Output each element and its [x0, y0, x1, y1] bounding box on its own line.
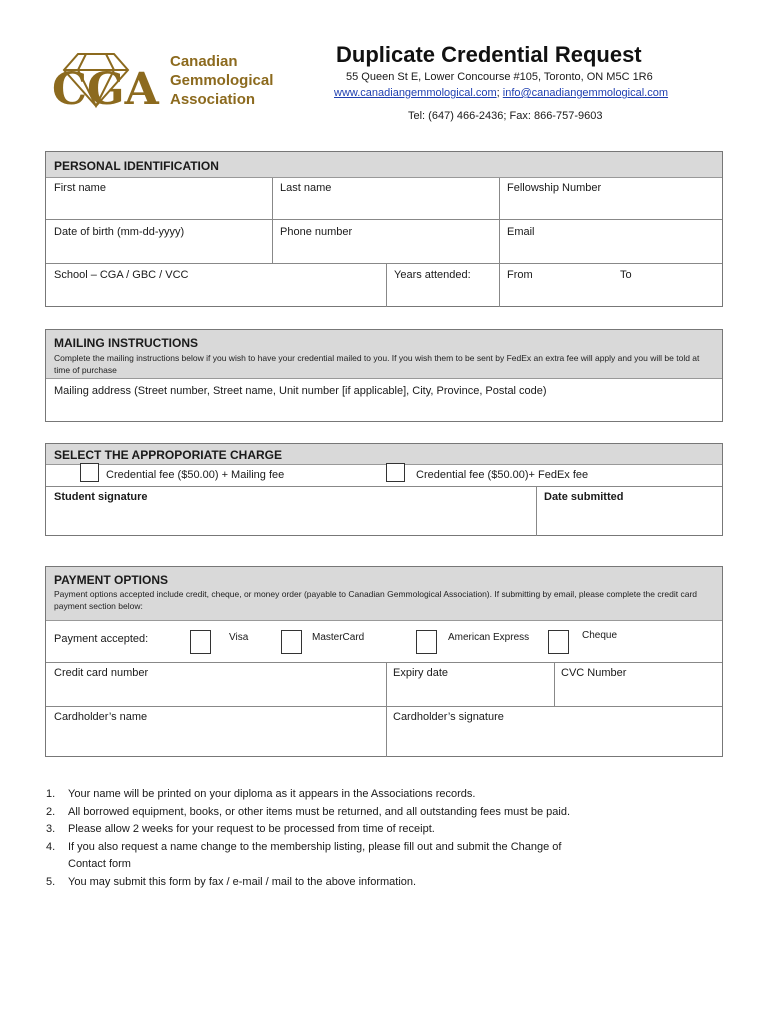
- mastercard-checkbox[interactable]: [281, 630, 302, 654]
- visa-label: Visa: [229, 632, 249, 643]
- page-title: Duplicate Credential Request: [336, 42, 642, 67]
- date-submitted-field[interactable]: Date submitted: [544, 491, 624, 503]
- logo-wordmark: [170, 52, 273, 109]
- mailing-instructions-section: [45, 329, 723, 422]
- link-separator: ;: [496, 87, 500, 99]
- contact-links: [334, 87, 668, 99]
- mailing-note: Complete the mailing instructions below if you wish to have your credential mailed to you. If you wish them to be sent by FedEx an extra fee will apply and you will be told at time of purchase: [54, 353, 700, 375]
- note-text: Please allow 2 weeks for your request to be processed from time of receipt.: [68, 823, 435, 835]
- from-field[interactable]: From: [507, 269, 533, 281]
- cheque-checkbox[interactable]: [548, 630, 569, 654]
- mastercard-label: MasterCard: [312, 632, 365, 643]
- cvc-number-field[interactable]: CVC Number: [561, 667, 627, 679]
- phone-fax: Tel: (647) 466-2436; Fax: 866-757-9603: [408, 110, 603, 122]
- mailing-fee-checkbox[interactable]: [80, 463, 99, 482]
- section-title: PAYMENT OPTIONS: [54, 573, 169, 587]
- cardholder-name-field[interactable]: Cardholder’s name: [54, 711, 148, 723]
- payment-options-section: [45, 566, 723, 757]
- note-text: You may submit this form by fax / e-mail / mail to the above information.: [68, 875, 417, 888]
- section-title: SELECT THE APPROPORIATE CHARGE: [54, 448, 283, 462]
- personal-identification-section: [45, 151, 723, 307]
- date-of-birth-field[interactable]: Date of birth (mm-dd-yyyy): [54, 226, 185, 238]
- list-item: [46, 821, 588, 839]
- list-item: [46, 839, 588, 874]
- payment-accepted-label: Payment accepted:: [54, 633, 149, 645]
- website-link[interactable]: www.canadiangemmological.com: [334, 87, 497, 99]
- section-title: PERSONAL IDENTIFICATION: [54, 159, 219, 173]
- list-number: 1.: [46, 788, 56, 800]
- mailing-address-field[interactable]: Mailing address (Street number, Street name, Unit number [if applicable], City, Province, Postal code): [54, 385, 547, 397]
- note-text: If you also request a name change to the membership listing, please fill out and submit the Change of Contact form: [68, 840, 562, 870]
- fedex-fee-checkbox[interactable]: [386, 463, 405, 482]
- to-field[interactable]: To: [620, 269, 632, 281]
- notes-list: [46, 786, 588, 891]
- section-title: MAILING INSTRUCTIONS: [54, 336, 198, 350]
- cardholder-signature-field[interactable]: Cardholder’s signature: [393, 711, 504, 723]
- gem-logo-icon: [48, 46, 173, 116]
- mailing-fee-label: Credential fee ($50.00) + Mailing fee: [106, 469, 285, 481]
- list-number: 5.: [46, 875, 56, 888]
- phone-number-field[interactable]: Phone number: [280, 226, 353, 238]
- amex-label: American Express: [448, 632, 530, 643]
- fellowship-number-field[interactable]: Fellowship Number: [507, 182, 602, 194]
- logo-line-2: Gemmological: [170, 72, 274, 89]
- address: 55 Queen St E, Lower Concourse #105, Toronto, ON M5C 1R6: [346, 71, 653, 83]
- logo-line-3: Association: [170, 91, 256, 108]
- email-field[interactable]: Email: [507, 226, 535, 238]
- list-number: 2.: [46, 805, 56, 818]
- list-number: 4.: [46, 840, 56, 853]
- list-item: [46, 804, 588, 822]
- note-text: Your name will be printed on your diploma as it appears in the Associations records.: [68, 788, 476, 800]
- charge-section: [45, 443, 723, 536]
- logo-initials: CGA: [52, 64, 159, 115]
- years-attended-label: Years attended:: [394, 269, 471, 281]
- list-item: [46, 786, 588, 804]
- fedex-fee-label: Credential fee ($50.00)+ FedEx fee: [416, 469, 589, 481]
- list-number: 3.: [46, 823, 56, 835]
- payment-note: Payment options accepted include credit, cheque, or money order (payable to Canadian Gemmological Association). If submitting by email, please complete the credit card payment section below:: [54, 589, 698, 611]
- cheque-label: Cheque: [582, 630, 618, 641]
- credit-card-number-field[interactable]: Credit card number: [54, 667, 149, 679]
- note-text: All borrowed equipment, books, or other items must be returned, and all outstanding fees must be paid.: [68, 805, 571, 818]
- visa-checkbox[interactable]: [190, 630, 211, 654]
- email-link[interactable]: info@canadiangemmological.com: [502, 87, 669, 99]
- expiry-date-field[interactable]: Expiry date: [393, 667, 449, 679]
- first-name-field[interactable]: First name: [54, 182, 106, 194]
- logo-line-1: Canadian: [170, 53, 238, 70]
- amex-checkbox[interactable]: [416, 630, 437, 654]
- school-field[interactable]: School – CGA / GBC / VCC: [54, 269, 189, 281]
- list-item: [46, 874, 588, 892]
- last-name-field[interactable]: Last name: [280, 182, 332, 194]
- student-signature-field[interactable]: Student signature: [54, 491, 148, 503]
